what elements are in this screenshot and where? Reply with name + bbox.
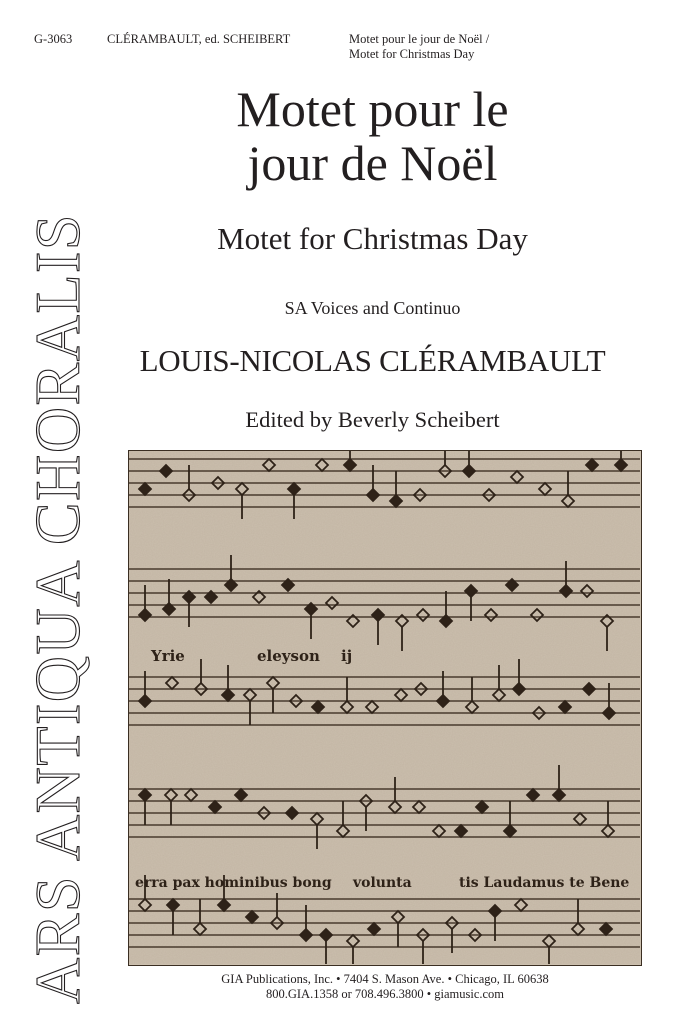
series-spine-text: ARS ANTIQUA CHORALIS: [22, 213, 93, 1004]
main-title-line1: Motet pour le: [236, 81, 509, 137]
manuscript-lyric: eleyson: [257, 647, 320, 665]
header-title: [349, 32, 689, 62]
main-title: [130, 82, 615, 190]
subtitle: Motet for Christmas Day: [217, 221, 528, 256]
header-composer-editor: CLÉRAMBAULT, ed. SCHEIBERT: [107, 32, 291, 46]
catalog-number: G-3063: [34, 32, 73, 46]
voicing: SA Voices and Continuo: [284, 298, 461, 318]
manuscript-lyric: ij: [341, 647, 353, 665]
main-title-line2: jour de Noël: [247, 135, 498, 191]
manuscript-lyric: volunta: [353, 875, 412, 891]
manuscript-lyric: tis Laudamus te Bene: [459, 875, 630, 891]
publisher-contact: 800.GIA.1358 or 708.496.3800 • giamusic.com: [265, 987, 505, 1001]
editor-credit: Edited by Beverly Scheibert: [245, 407, 500, 432]
header-title-line1: Motet pour le jour de Noël /: [349, 32, 490, 46]
manuscript-lyric: erra pax hominibus bong: [135, 875, 332, 891]
composer-name: LOUIS-NICOLAS CLÉRAMBAULT: [139, 343, 606, 378]
publisher-info: GIA Publications, Inc. • 7404 S. Mason Ave. • Chicago, IL 60638: [221, 972, 549, 986]
header-title-line2: Motet for Christmas Day: [349, 47, 475, 61]
manuscript-image: [128, 450, 642, 966]
manuscript-lyric: Yrie: [151, 647, 185, 665]
